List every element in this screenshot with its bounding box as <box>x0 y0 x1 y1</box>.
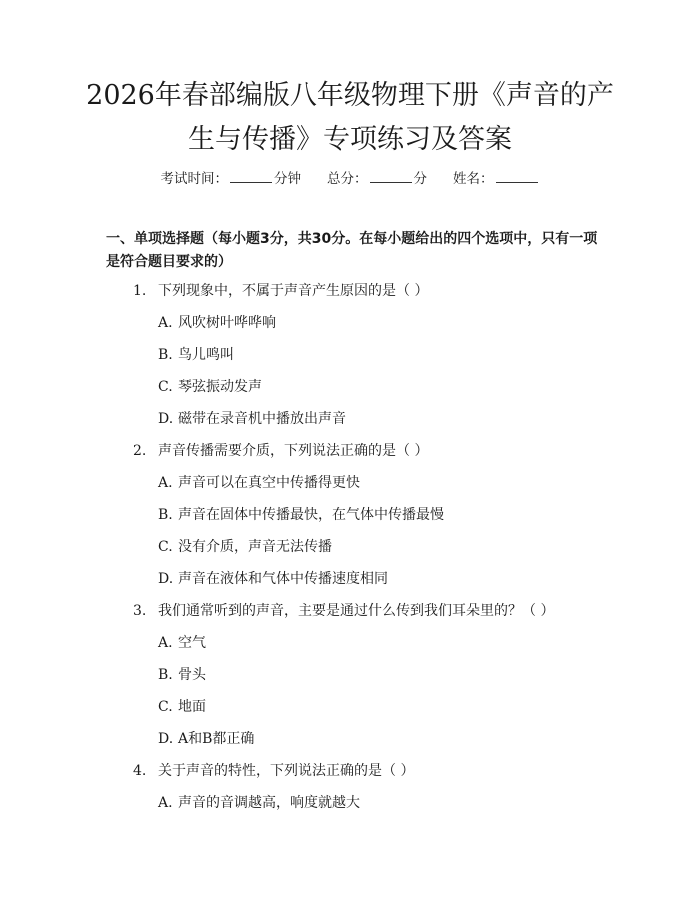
option-text: 鸟儿鸣叫 <box>178 347 234 363</box>
option-text: 风吹树叶哗哗响 <box>178 315 276 331</box>
question-4 <box>133 761 414 781</box>
option-label: C. <box>158 539 173 555</box>
option-label: C. <box>158 699 173 715</box>
question-2 <box>133 441 428 461</box>
option-label: D. <box>158 731 174 747</box>
option-text: A和B都正确 <box>178 731 255 747</box>
question-2-option-d <box>158 569 388 589</box>
option-text: 地面 <box>178 699 206 715</box>
name-blank <box>496 168 538 183</box>
question-3-option-b <box>158 665 206 685</box>
option-label: B. <box>158 667 173 683</box>
option-label: A. <box>158 795 173 811</box>
option-label: D. <box>158 571 174 587</box>
option-label: D. <box>158 411 174 427</box>
exam-info-line <box>0 168 700 189</box>
option-label: B. <box>158 507 173 523</box>
question-3-option-d <box>158 729 254 749</box>
question-text: 下列现象中，不属于声音产生原因的是（ ） <box>158 283 429 299</box>
question-3 <box>133 601 554 621</box>
score-blank <box>370 168 412 183</box>
option-text: 琴弦振动发声 <box>178 379 262 395</box>
question-number: 4. <box>133 763 147 779</box>
option-text: 磁带在录音机中播放出声音 <box>178 411 346 427</box>
option-text: 声音在液体和气体中传播速度相同 <box>178 571 388 587</box>
section-heading: 一、单项选择题（每小题3分，共30分。在每小题给出的四个选项中，只有一项是符合题目要求的） <box>106 231 598 270</box>
option-label: B. <box>158 347 173 363</box>
option-text: 声音的音调越高，响度就越大 <box>178 795 360 811</box>
option-text: 声音可以在真空中传播得更快 <box>178 475 360 491</box>
question-4-option-a <box>158 793 360 813</box>
option-label: A. <box>158 315 173 331</box>
question-3-option-a <box>158 633 206 653</box>
option-text: 声音在固体中传播最快，在气体中传播最慢 <box>178 507 444 523</box>
name-label: 姓名： <box>453 171 494 187</box>
option-text: 骨头 <box>178 667 206 683</box>
question-2-option-c <box>158 537 332 557</box>
question-text: 关于声音的特性，下列说法正确的是（ ） <box>158 763 415 779</box>
question-text: 我们通常听到的声音，主要是通过什么传到我们耳朵里的？（ ） <box>158 603 555 619</box>
question-1-option-a <box>158 313 276 333</box>
option-text: 没有介质，声音无法传播 <box>178 539 332 555</box>
question-2-option-a <box>158 473 360 493</box>
option-label: C. <box>158 379 173 395</box>
title-line-2: 生与传播》专项练习及答案 <box>188 124 512 155</box>
question-1 <box>133 281 428 301</box>
question-1-option-c <box>158 377 262 397</box>
question-1-option-d <box>158 409 346 429</box>
score-unit: 分 <box>413 171 427 187</box>
question-text: 声音传播需要介质，下列说法正确的是（ ） <box>158 443 429 459</box>
time-label: 考试时间： <box>160 171 228 187</box>
option-text: 空气 <box>178 635 206 651</box>
question-3-option-c <box>158 697 206 717</box>
question-2-option-b <box>158 505 444 525</box>
title-line-1: 2026年春部编版八年级物理下册《声音的产 <box>86 80 614 111</box>
option-label: A. <box>158 475 173 491</box>
question-number: 2. <box>133 443 147 459</box>
document-title <box>60 74 640 162</box>
question-number: 3. <box>133 603 147 619</box>
option-label: A. <box>158 635 173 651</box>
score-label: 总分： <box>327 171 368 187</box>
time-blank <box>230 168 272 183</box>
question-1-option-b <box>158 345 234 365</box>
question-number: 1. <box>133 283 147 299</box>
time-unit: 分钟 <box>274 171 301 187</box>
